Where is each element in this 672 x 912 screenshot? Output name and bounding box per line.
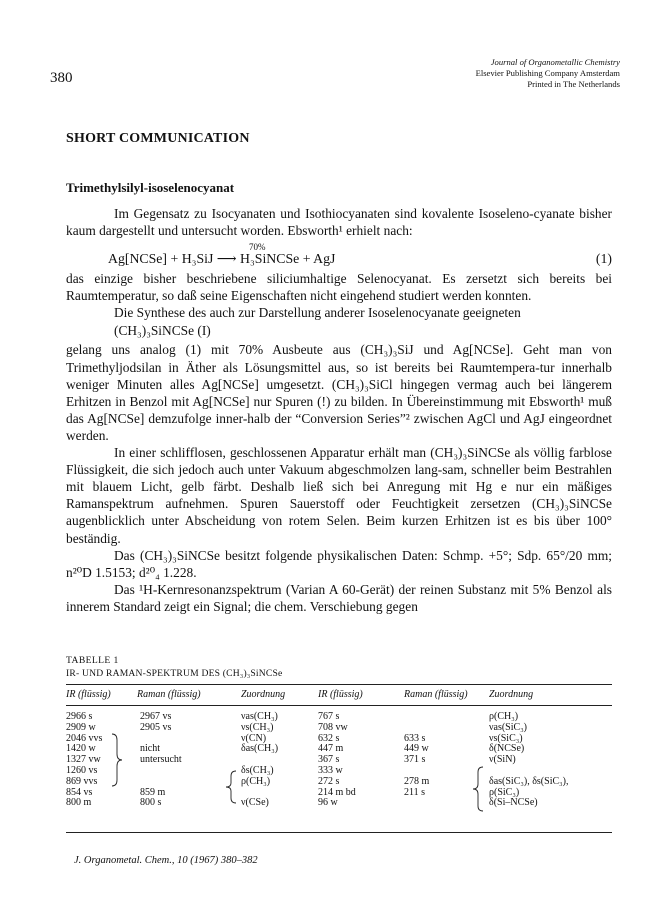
paragraph-5: In einer schlifflosen, geschlossenen Apparatur erhält man (CH₃)₃SiNCSe als völlig farblose Flüssigkeit, die sich jedoch auch unter Vakuum abgeschmolzen lang-sam, schneller beim Bestrahlen mit blauem Licht, gelb färbt. Deshalb ließ sich bei Anregung mit Hg e nur ein mäßiges Ramanspektrum aufnehmen. Spuren Sauerstoff oder Feuchtigkeit zersetzen (CH₃)₃SiNCSe augenblicklich unter Abscheidung von rotem Selen. Beim kurzen Erhitzen ist es bis über 100° beständig. <box>66 445 612 546</box>
table-cell: nicht <box>140 743 160 755</box>
table-cell: νas(SiC₃) <box>489 721 528 733</box>
table-cell: 632 s <box>318 732 340 744</box>
paragraph-1: Im Gegensatz zu Isocyanaten und Isothiocyanaten sind kovalente Isoseleno-cyanate bisher kaum dargestellt und untersucht worden. Ebsworth¹ erhielt nach: <box>66 206 612 239</box>
header-zuordnung-2: Zuordnung <box>489 689 534 700</box>
table-cell: 2046 vvs <box>66 732 103 744</box>
table-cell: ν(CN) <box>241 732 267 744</box>
table-cell: 854 vs <box>66 786 93 798</box>
table-cell: νs(CH₃) <box>241 721 274 733</box>
table-cell: 2905 vs <box>140 721 172 733</box>
paragraph-2: das einzige bisher beschriebene siliciumhaltige Selenocyanat. Es zersetzt sich bereits bei Raumtemperatur, so daß seine Eigenschaften nicht eingehend studiert werden konnten. <box>66 271 612 304</box>
paragraph-6: Das (CH₃)₃SiNCSe besitzt folgende physikalischen Daten: Schmp. +5°; Sdp. 65°/20 mm; n²⁰D 1.5153; d²⁰₄ 1.228. <box>66 547 612 580</box>
table-cell: 449 w <box>404 743 429 755</box>
page-number: 380 <box>50 70 73 86</box>
equation-text: Ag[NCSe] + H₃SiJ ⟶ H₃SiNCSe + AgJ <box>108 251 336 267</box>
table-cell: νas(CH₃) <box>241 711 278 722</box>
formula-1: (CH₃)₃SiNCSe (I) <box>114 323 211 339</box>
table-cell: 272 s <box>318 775 340 787</box>
table-caption: TABELLE 1 <box>66 655 119 666</box>
brace-zuordnung-2 <box>473 767 483 811</box>
paragraph-3: Die Synthese des auch zur Darstellung anderer Isoselenocyanate geeigneten <box>114 305 521 321</box>
table-cell: 800 m <box>66 797 92 809</box>
table-cell: 2966 s <box>66 711 93 722</box>
equation-number: (1) <box>595 251 612 267</box>
paragraph-4: gelang uns analog (1) mit 70% Ausbeute aus (CH₃)₃SiJ und Ag[NCSe]. Geht man von Trimethyljodsilan in Äther als Lösungsmittel aus, so ist bereits bei Raumtempera-tur innerhalb weniger Minuten alles Ag[NCSe] umgesetzt. (CH₃)₃SiCl hingegen vermag auch bei längerem Erhitzen in Benzol mit Ag[NCSe] nur Spuren (!) zu bilden. In Übereinstimmung mit Ebsworth¹ muß das Ag[NCSe] demzufolge inner-halb der “Conversion Series”² zwischen AgCl und AgJ eingeordnet werden. <box>66 342 612 443</box>
brace-ir-group <box>112 734 122 786</box>
printed-location: Printed in The Netherlands <box>527 79 620 89</box>
header-ir-2: IR (flüssig) <box>318 689 363 700</box>
table-cell: 1260 vs <box>66 764 98 776</box>
table-cell: 278 m <box>404 775 430 787</box>
table-cell: 800 s <box>140 797 162 809</box>
table-title: IR- UND RAMAN-SPEKTRUM DES (CH₃)₃SiNCSe <box>66 668 283 679</box>
table-cell: 96 w <box>318 797 338 809</box>
table-cell: 447 m <box>318 743 344 755</box>
table-cell: 371 s <box>404 754 426 766</box>
table-cell: 767 s <box>318 711 340 722</box>
table-cell: 2967 vs <box>140 711 172 722</box>
table-cell: 1327 vw <box>66 754 101 766</box>
journal-name: Journal of Organometallic Chemistry <box>490 57 620 67</box>
table-cell: 367 s <box>318 754 340 766</box>
table-cell: 1420 w <box>66 743 96 755</box>
table-cell: ρ(CH₃) <box>489 711 519 722</box>
table-cell: 869 vvs <box>66 775 98 787</box>
table-cell: δas(CH₃) <box>241 743 279 755</box>
header-zuordnung-1: Zuordnung <box>241 689 286 700</box>
header-ir-1: IR (flüssig) <box>66 689 111 700</box>
table-cell: untersucht <box>140 754 182 766</box>
article-title: Trimethylsilyl-isoselenocyanat <box>66 180 235 195</box>
section-label: SHORT COMMUNICATION <box>66 131 250 146</box>
header-raman-1: Raman (flüssig) <box>137 689 201 700</box>
table-cell: 214 m bd <box>318 786 356 798</box>
paragraph-7: Das ¹H-Kernresonanzspektrum (Varian A 60-Gerät) der reinen Substanz mit 5% Benzol als innerem Standard zeigt ein Signal; die chem. Verschiebung gegen <box>66 581 612 614</box>
table-cell: 708 vw <box>318 721 348 733</box>
table-cell: 633 s <box>404 732 426 744</box>
equation-catalyst: 70% <box>249 242 266 253</box>
table-cell: ρ(CH₃) <box>241 775 271 787</box>
table-cell: δs(CH₃) <box>241 764 274 776</box>
table-cell: ν(SiN) <box>489 754 516 766</box>
table-cell: νs(SiC₃) <box>489 732 523 744</box>
header-raman-2: Raman (flüssig) <box>404 689 468 700</box>
table-cell: 333 w <box>318 764 343 776</box>
table-cell: ν(CSe) <box>241 797 269 809</box>
table-bottom-rule <box>66 832 612 833</box>
table-cell: 211 s <box>404 786 426 798</box>
table-cell: 859 m <box>140 786 166 798</box>
brace-zuordnung-1 <box>226 771 236 803</box>
table-cell: δ(NCSe) <box>489 743 525 755</box>
table-cell: δ(Si–NCSe) <box>489 797 538 809</box>
footer-citation: J. Organometal. Chem., 10 (1967) 380–382 <box>74 855 258 866</box>
table-cell: ρ(SiC₃) <box>489 786 520 798</box>
publisher-name: Elsevier Publishing Company Amsterdam <box>475 68 620 78</box>
table-cell: 2909 w <box>66 721 96 733</box>
table-cell: δas(SiC₃), δs(SiC₃), <box>489 775 569 787</box>
